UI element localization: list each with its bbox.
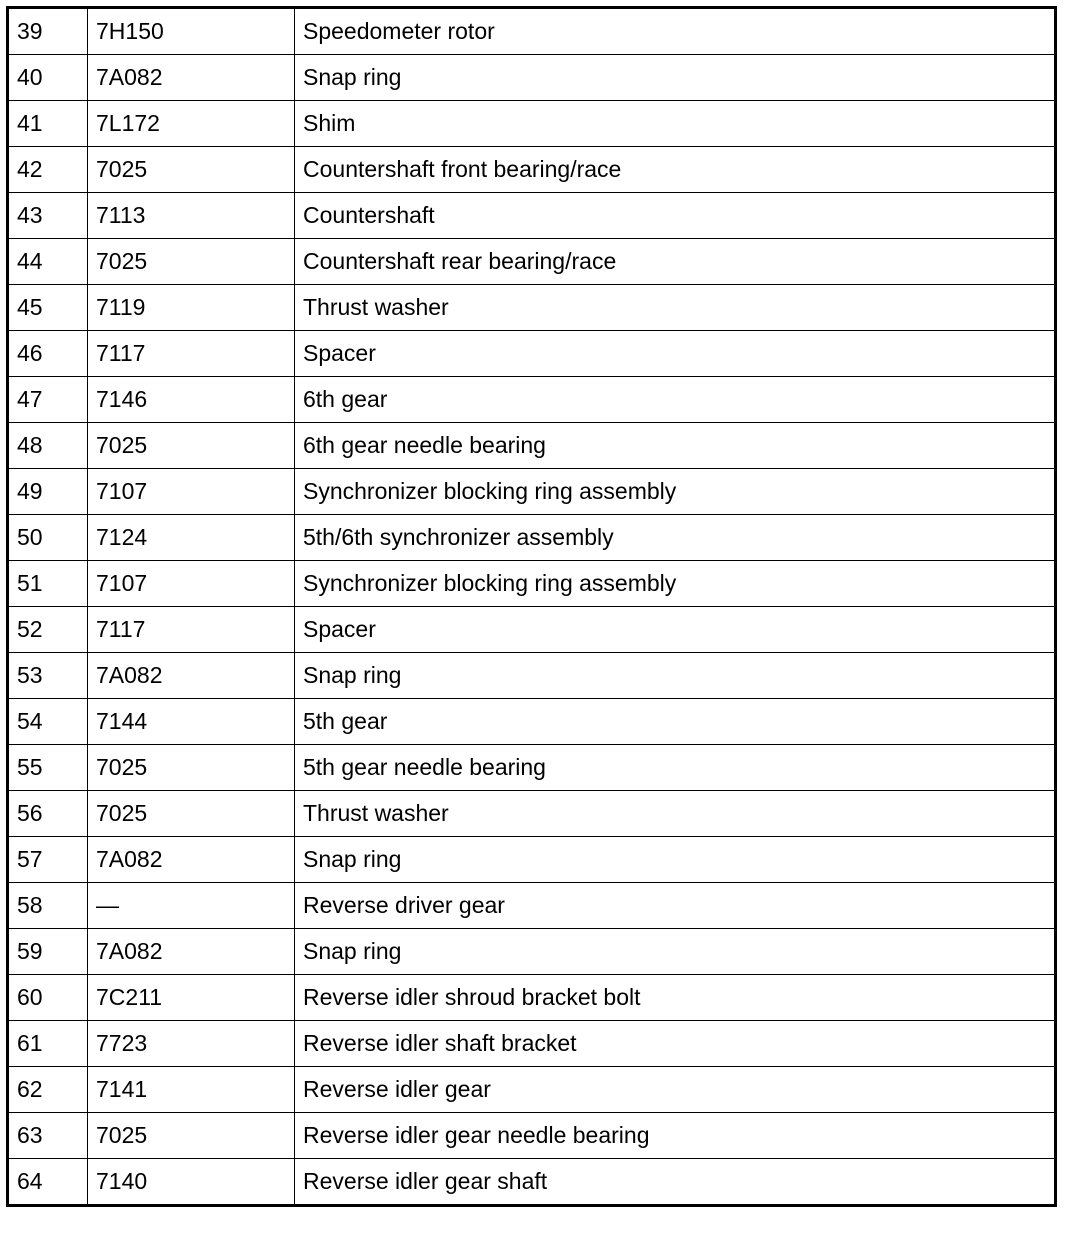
description-cell: Snap ring — [295, 55, 1056, 101]
description-cell: Reverse idler gear shaft — [295, 1159, 1056, 1206]
table-row — [8, 699, 1056, 745]
item-number-cell: 54 — [8, 699, 88, 745]
description-cell: Snap ring — [295, 929, 1056, 975]
description-cell: Snap ring — [295, 653, 1056, 699]
description-cell: Synchronizer blocking ring assembly — [295, 469, 1056, 515]
item-number-cell: 44 — [8, 239, 88, 285]
table-row — [8, 1067, 1056, 1113]
part-number-cell: 7144 — [88, 699, 295, 745]
part-number-cell: 7025 — [88, 423, 295, 469]
item-number-cell: 48 — [8, 423, 88, 469]
item-number-cell: 41 — [8, 101, 88, 147]
table-row — [8, 1159, 1056, 1206]
item-number-cell: 57 — [8, 837, 88, 883]
description-cell: Shim — [295, 101, 1056, 147]
part-number-cell: 7107 — [88, 469, 295, 515]
part-number-cell: 7H150 — [88, 8, 295, 55]
description-cell: Thrust washer — [295, 791, 1056, 837]
table-row — [8, 8, 1056, 55]
table-row — [8, 239, 1056, 285]
parts-table-body — [8, 8, 1056, 1206]
item-number-cell: 52 — [8, 607, 88, 653]
part-number-cell: 7117 — [88, 331, 295, 377]
table-row — [8, 193, 1056, 239]
part-number-cell: 7117 — [88, 607, 295, 653]
part-number-cell: 7124 — [88, 515, 295, 561]
item-number-cell: 50 — [8, 515, 88, 561]
table-row — [8, 975, 1056, 1021]
part-number-cell: 7025 — [88, 147, 295, 193]
description-cell: Reverse driver gear — [295, 883, 1056, 929]
table-row — [8, 791, 1056, 837]
part-number-cell: 7A082 — [88, 55, 295, 101]
item-number-cell: 62 — [8, 1067, 88, 1113]
table-row — [8, 423, 1056, 469]
item-number-cell: 56 — [8, 791, 88, 837]
item-number-cell: 39 — [8, 8, 88, 55]
table-row — [8, 55, 1056, 101]
table-row — [8, 1113, 1056, 1159]
item-number-cell: 64 — [8, 1159, 88, 1206]
part-number-cell: 7113 — [88, 193, 295, 239]
description-cell: Snap ring — [295, 837, 1056, 883]
item-number-cell: 49 — [8, 469, 88, 515]
description-cell: 6th gear needle bearing — [295, 423, 1056, 469]
table-row — [8, 285, 1056, 331]
part-number-cell: 7L172 — [88, 101, 295, 147]
item-number-cell: 45 — [8, 285, 88, 331]
item-number-cell: 47 — [8, 377, 88, 423]
description-cell: Countershaft rear bearing/race — [295, 239, 1056, 285]
item-number-cell: 40 — [8, 55, 88, 101]
description-cell: Speedometer rotor — [295, 8, 1056, 55]
item-number-cell: 63 — [8, 1113, 88, 1159]
description-cell: Reverse idler gear needle bearing — [295, 1113, 1056, 1159]
table-row — [8, 929, 1056, 975]
part-number-cell: 7107 — [88, 561, 295, 607]
table-row — [8, 1021, 1056, 1067]
part-number-cell: 7025 — [88, 791, 295, 837]
table-row — [8, 377, 1056, 423]
description-cell: 5th gear — [295, 699, 1056, 745]
part-number-cell: 7141 — [88, 1067, 295, 1113]
item-number-cell: 53 — [8, 653, 88, 699]
part-number-cell: 7723 — [88, 1021, 295, 1067]
description-cell: Reverse idler gear — [295, 1067, 1056, 1113]
table-row — [8, 883, 1056, 929]
item-number-cell: 59 — [8, 929, 88, 975]
parts-table — [6, 6, 1057, 1207]
description-cell: Synchronizer blocking ring assembly — [295, 561, 1056, 607]
part-number-cell: — — [88, 883, 295, 929]
description-cell: Spacer — [295, 607, 1056, 653]
part-number-cell: 7A082 — [88, 653, 295, 699]
item-number-cell: 46 — [8, 331, 88, 377]
table-row — [8, 515, 1056, 561]
description-cell: 5th gear needle bearing — [295, 745, 1056, 791]
item-number-cell: 55 — [8, 745, 88, 791]
item-number-cell: 61 — [8, 1021, 88, 1067]
item-number-cell: 51 — [8, 561, 88, 607]
item-number-cell: 58 — [8, 883, 88, 929]
description-cell: Reverse idler shaft bracket — [295, 1021, 1056, 1067]
table-row — [8, 745, 1056, 791]
table-row — [8, 653, 1056, 699]
description-cell: 5th/6th synchronizer assembly — [295, 515, 1056, 561]
table-row — [8, 101, 1056, 147]
part-number-cell: 7146 — [88, 377, 295, 423]
table-row — [8, 469, 1056, 515]
part-number-cell: 7119 — [88, 285, 295, 331]
part-number-cell: 7A082 — [88, 837, 295, 883]
part-number-cell: 7025 — [88, 1113, 295, 1159]
table-row — [8, 837, 1056, 883]
description-cell: Thrust washer — [295, 285, 1056, 331]
part-number-cell: 7A082 — [88, 929, 295, 975]
description-cell: Spacer — [295, 331, 1056, 377]
description-cell: Countershaft front bearing/race — [295, 147, 1056, 193]
description-cell: Countershaft — [295, 193, 1056, 239]
item-number-cell: 60 — [8, 975, 88, 1021]
table-row — [8, 561, 1056, 607]
part-number-cell: 7C211 — [88, 975, 295, 1021]
part-number-cell: 7140 — [88, 1159, 295, 1206]
item-number-cell: 43 — [8, 193, 88, 239]
description-cell: 6th gear — [295, 377, 1056, 423]
part-number-cell: 7025 — [88, 239, 295, 285]
table-row — [8, 331, 1056, 377]
table-row — [8, 147, 1056, 193]
description-cell: Reverse idler shroud bracket bolt — [295, 975, 1056, 1021]
part-number-cell: 7025 — [88, 745, 295, 791]
item-number-cell: 42 — [8, 147, 88, 193]
table-row — [8, 607, 1056, 653]
